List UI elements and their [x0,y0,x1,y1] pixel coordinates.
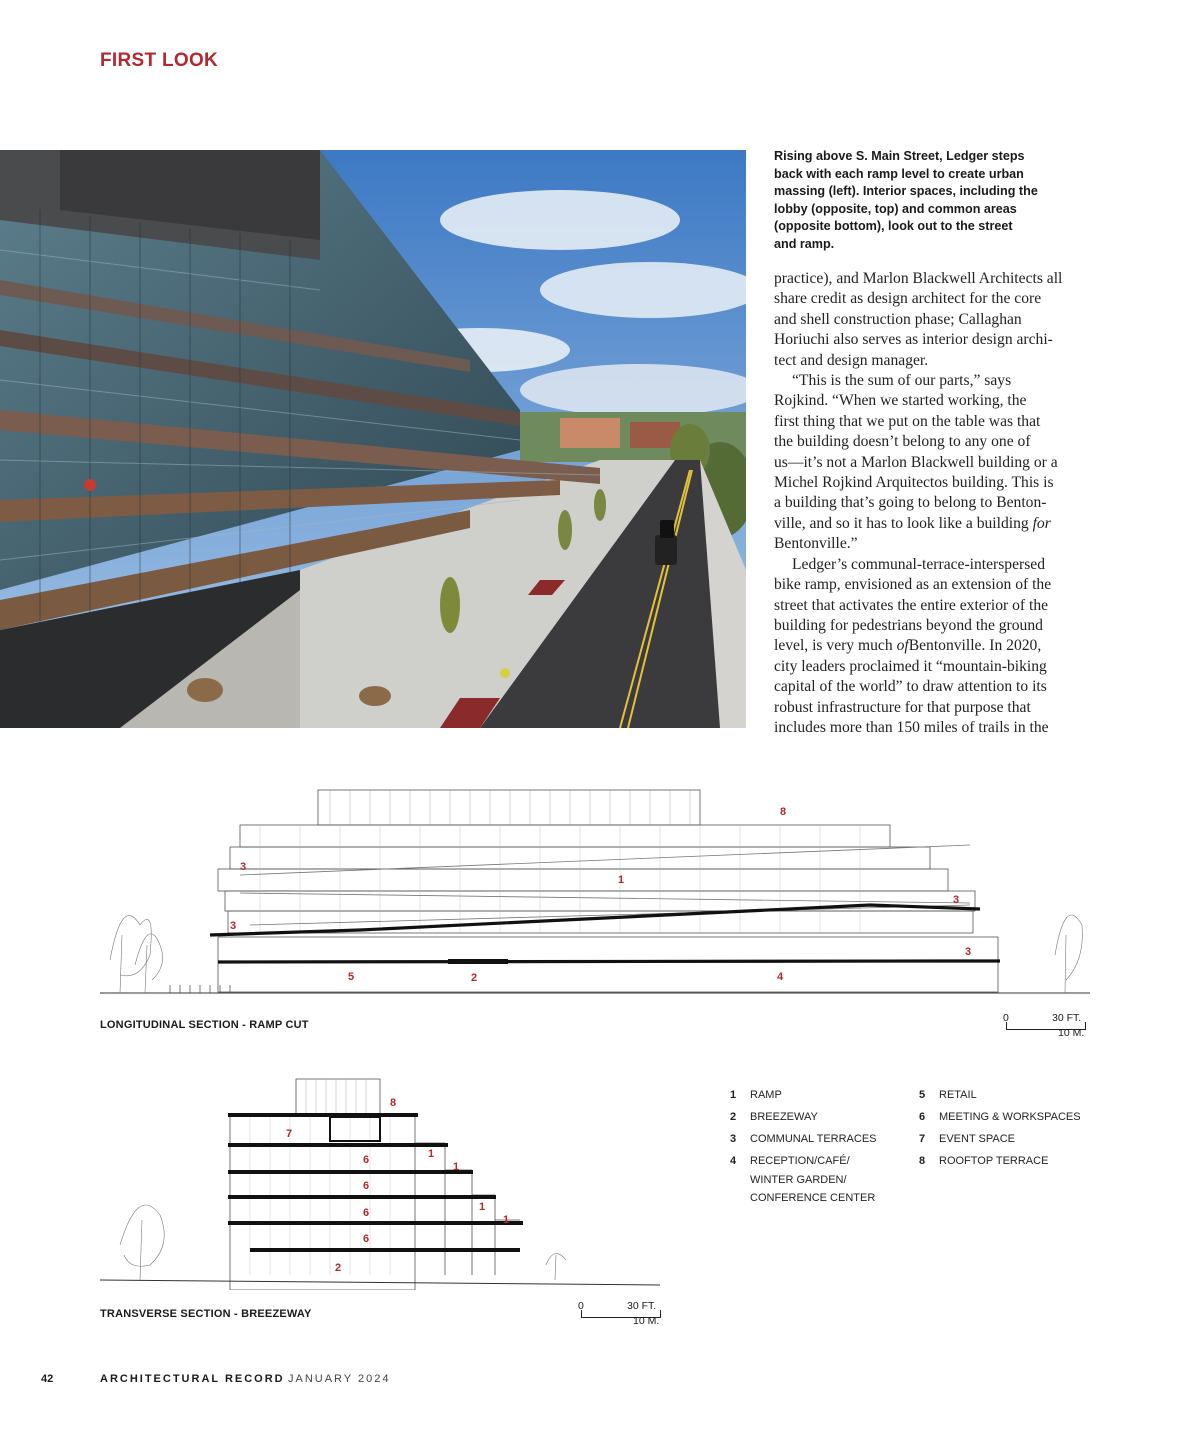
body-line: street that activates the entire exterior of the [774,596,1049,614]
body-line: building for pedestrians beyond the ground [774,616,1043,634]
longitudinal-section-drawing [100,785,1090,1000]
caption-line: Rising above S. Main Street, Ledger steps [774,149,1025,163]
scale-feet: 30 FT. [1052,1012,1082,1024]
legend-item [919,1130,1099,1149]
legend-number: 5 [919,1089,926,1101]
section-label-2: 2 [335,1262,342,1274]
body-line: robust infrastructure for that purpose that [774,698,1031,716]
section-label-2: 2 [471,972,478,984]
body-line: capital of the world” to draw attention to its [774,678,1047,696]
body-line: Horiuchi also serves as interior design archi- [774,331,1053,349]
legend-text: RECEPTION/CAFÉ/ [750,1155,850,1167]
scale-meters: 10 M. [1058,1027,1085,1039]
body-line-text: ville, and so it has to look like a building [774,514,1033,532]
body-line: city leaders proclaimed it “mountain-biking [774,657,1047,675]
building-photo [0,150,746,728]
legend-text: COMMUNAL TERRACES [750,1133,877,1145]
legend-text: WINTER GARDEN/ [750,1173,847,1186]
body-line [774,514,1086,534]
body-line-text: Bentonville. In 2020, [908,637,1042,655]
section-label-3: 3 [953,894,960,906]
body-line: bike ramp, envisioned as an extension of the [774,576,1052,594]
section-label-3: 3 [230,920,237,932]
legend-item [919,1152,1099,1171]
section-label-6: 6 [363,1154,370,1166]
section-label-1: 1 [479,1201,486,1213]
caption-line: massing (left). Interior spaces, including the [774,184,1038,199]
body-line: tect and design manager. [774,351,929,369]
legend-text: BREEZEWAY [750,1111,818,1123]
emphasis-for: for [1032,514,1051,532]
scale-meters: 10 M. [633,1315,660,1327]
body-line [774,636,1086,656]
legend-number: 4 [730,1155,737,1167]
section-label-8: 8 [390,1097,397,1109]
legend-item [730,1130,910,1149]
body-line: the building doesn’t belong to any one of [774,433,1031,451]
body-line: practice), and Marlon Blackwell Architects all [774,270,1063,287]
legend-number: 3 [730,1133,737,1145]
body-line: includes more than 150 miles of trails in the [774,718,1049,736]
legend-item [919,1086,1099,1105]
section-label-1: 1 [503,1214,510,1226]
emphasis-of: of [896,637,909,655]
body-line: first thing that we put on the table was that [774,412,1041,430]
legend-number: 7 [919,1133,926,1145]
section-label-8: 8 [780,806,787,818]
article-body [774,269,1086,738]
body-line: a building that’s going to belong to Benton- [774,494,1047,512]
legend-item [730,1108,910,1127]
body-line-text: level, is very much [774,637,897,655]
scale-feet: 30 FT. [627,1300,657,1312]
legend-text: RAMP [750,1089,782,1101]
legend-text: RETAIL [939,1089,977,1101]
body-line: share credit as design architect for the core [774,290,1042,308]
section-label: FIRST LOOK [100,50,219,71]
body-line: Rojkind. “When we started working, the [774,392,1027,410]
section-label-7: 7 [286,1128,293,1140]
caption-line: lobby (opposite, top) and common areas [774,201,1017,216]
body-line: Michel Rojkind Arquitectos building. This is [774,474,1054,492]
page-number: 42 [41,1373,54,1385]
section-label-1: 1 [618,874,625,886]
transverse-section-title: TRANSVERSE SECTION - BREEZEWAY [100,1308,312,1320]
photo-caption [774,148,1074,254]
legend-item [919,1108,1099,1127]
legend-number: 6 [919,1111,926,1123]
section-label-3: 3 [240,861,247,873]
legend-number: 8 [919,1155,926,1167]
scale-zero: 0 [578,1300,584,1312]
caption-line: (opposite bottom), look out to the street [774,219,1013,234]
legend-text: EVENT SPACE [939,1133,1016,1145]
section-label-6: 6 [363,1180,370,1192]
section-label-4: 4 [777,971,784,983]
longitudinal-section-title: LONGITUDINAL SECTION - RAMP CUT [100,1019,309,1031]
legend-text: MEETING & WORKSPACES [939,1111,1081,1123]
section-label-3: 3 [965,946,972,958]
publication-name: ARCHITECTURAL RECORD [100,1373,285,1385]
section-label-1: 1 [453,1161,460,1173]
section-label-6: 6 [363,1233,370,1245]
legend-text: ROOFTOP TERRACE [939,1155,1049,1167]
legend-item [730,1152,910,1208]
scale-zero: 0 [1003,1012,1009,1024]
section-label-1: 1 [428,1148,435,1160]
legend-number: 2 [730,1111,737,1123]
legend-number: 1 [730,1089,737,1101]
body-line: “This is the sum of our parts,” says [792,372,1012,390]
transverse-scale-bar [578,1300,664,1330]
legend-text: CONFERENCE CENTER [750,1192,876,1204]
body-line: and shell construction phase; Callaghan [774,310,1022,328]
transverse-section-drawing [100,1075,670,1290]
caption-line: back with each ramp level to create urban [774,166,1024,181]
longitudinal-scale-bar [1003,1012,1089,1042]
section-label-5: 5 [348,971,355,983]
legend-item [730,1086,910,1105]
issue-date: JANUARY 2024 [288,1373,391,1385]
body-line: Bentonville.” [774,535,858,553]
body-line: us—it’s not a Marlon Blackwell building or a [774,453,1058,471]
body-line: Ledger’s communal-terrace-interspersed [792,555,1045,573]
caption-line: and ramp. [774,236,835,251]
section-label-6: 6 [363,1207,370,1219]
